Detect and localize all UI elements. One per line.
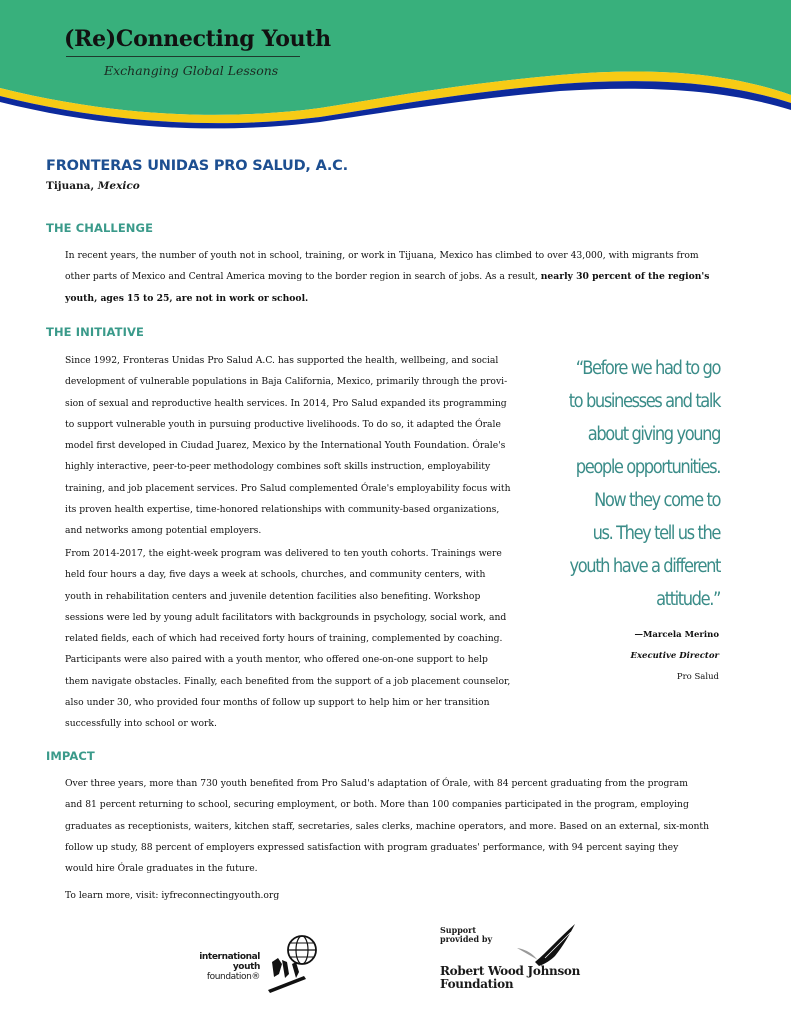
- text-line: sessions were led by young adult facilitators with backgrounds in psychology, social work, and: [65, 611, 507, 623]
- rwj-logo-text: [440, 965, 580, 991]
- rwj-line: Foundation: [440, 977, 514, 991]
- challenge-line-text: other parts of Mexico and Central America moving to the border region in search of jobs. As a result,: [65, 271, 538, 283]
- text-line: successfully into school or work.: [65, 718, 217, 730]
- quote-author: —Marcela Merino: [634, 630, 719, 640]
- quote-role: Executive Director: [630, 651, 719, 661]
- challenge-paragraph: [65, 245, 725, 309]
- iyf-line: international: [199, 952, 260, 962]
- brand-title: (Re)Connecting Youth: [64, 26, 331, 52]
- text-line: development of vulnerable populations in Baja California, Mexico, primarily through the provi-: [65, 376, 508, 388]
- text-line: From 2014-2017, the eight-week program was delivered to ten youth cohorts. Trainings were: [65, 548, 502, 559]
- challenge-line: In recent years, the number of youth not in school, training, or work in Tijuana, Mexico has climbed to over 43,000, with migrants from: [65, 250, 699, 261]
- text-line: training, and job placement services. Pro Salud complemented Órale's employability focus with: [65, 482, 511, 494]
- iyf-logo-text: [190, 952, 260, 982]
- text-line: sion of sexual and reproductive health services. In 2014, Pro Salud expanded its programming: [65, 397, 507, 409]
- text-line: Since 1992, Fronteras Unidas Pro Salud A.C. has supported the health, wellbeing, and social: [65, 355, 499, 366]
- challenge-highlight: youth, ages 15 to 25, are not in work or school.: [65, 292, 309, 304]
- initiative-paragraph-2: [65, 543, 535, 735]
- initiative-heading: THE INITIATIVE: [46, 325, 144, 339]
- text-line: model first developed in Ciudad Juarez, Mexico by the International Youth Foundation. Órale's: [65, 440, 506, 452]
- impact-heading: IMPACT: [46, 749, 95, 763]
- quote-line: attitude.”: [656, 589, 720, 610]
- text-line: related fields, each of which had received forty hours of training, complemented by coaching.: [65, 633, 503, 645]
- rwj-bird-icon: [515, 922, 577, 968]
- quote-line: Now they come to: [594, 490, 720, 511]
- header-banner: [0, 0, 791, 135]
- text-line: follow up study, 88 percent of employers expressed satisfaction with program graduates' performance, with 94 percent saying they: [65, 841, 679, 853]
- quote-line: us. They tell us the: [592, 523, 720, 544]
- text-line: and 81 percent returning to school, securing employment, or both. More than 100 companies participated in the program, employing: [65, 799, 689, 811]
- challenge-line: [65, 266, 725, 287]
- quote-line: “Before we had to go: [575, 358, 720, 379]
- quote-line: people opportunities.: [575, 457, 720, 478]
- org-location: [46, 180, 140, 192]
- text-line: youth in rehabilitation centers and juvenile detention facilities also benefiting. Workshop: [65, 590, 481, 602]
- support-line: provided by: [440, 934, 493, 944]
- quote-line: youth have a different: [569, 556, 720, 577]
- text-line: them navigate obstacles. Finally, each benefited from the support of a job placement counselor,: [65, 675, 511, 687]
- text-line: Over three years, more than 730 youth benefited from Pro Salud's adaptation of Órale, with 84 percent graduating from the program: [65, 778, 688, 789]
- text-line: would hire Órale graduates in the future.: [65, 863, 258, 875]
- text-line: and networks among potential employers.: [65, 525, 262, 537]
- text-line: its proven health expertise, time-honored relationships with community-based organizations,: [65, 504, 500, 516]
- iyf-globe-icon: [262, 932, 324, 994]
- iyf-line: foundation®: [206, 972, 260, 982]
- text-line: held four hours a day, five days a week at schools, churches, and community centers, with: [65, 569, 486, 581]
- support-label: [440, 926, 492, 944]
- quote-line: to businesses and talk: [568, 391, 720, 412]
- impact-paragraph: [65, 773, 745, 879]
- initiative-paragraph-1: [65, 350, 535, 542]
- challenge-highlight: nearly 30 percent of the region's: [540, 271, 710, 283]
- quote-org: Pro Salud: [676, 672, 719, 682]
- challenge-heading: THE CHALLENGE: [46, 221, 154, 235]
- brand-divider: [66, 56, 300, 57]
- text-line: graduates as receptionists, waiters, kitchen staff, secretaries, sales clerks, machine operators, and more. Based on an external, six-month: [65, 820, 710, 832]
- pull-quote: [544, 352, 720, 616]
- org-city: Tijuana,: [46, 180, 95, 192]
- iyf-line: youth: [232, 962, 260, 972]
- text-line: to support vulnerable youth in pursuing productive livelihoods. To do so, it adapted the Órale: [65, 418, 501, 430]
- org-country: Mexico: [97, 180, 140, 192]
- learn-more-link[interactable]: To learn more, visit: iyfreconnectingyouth.org: [65, 890, 280, 901]
- support-line: Support: [440, 925, 477, 935]
- brand-tagline: Exchanging Global Lessons: [104, 63, 279, 78]
- org-name: FRONTERAS UNIDAS PRO SALUD, A.C.: [46, 158, 348, 174]
- text-line: Participants were also paired with a youth mentor, who offered one-on-one support to help: [65, 654, 488, 666]
- challenge-line: [65, 288, 725, 309]
- quote-line: about giving young: [587, 424, 720, 445]
- text-line: highly interactive, peer-to-peer methodology combines soft skills instruction, employability: [65, 461, 491, 473]
- rwj-line: Robert Wood Johnson: [440, 964, 581, 978]
- text-line: also under 30, who provided four months of follow up support to help him or her transition: [65, 697, 490, 709]
